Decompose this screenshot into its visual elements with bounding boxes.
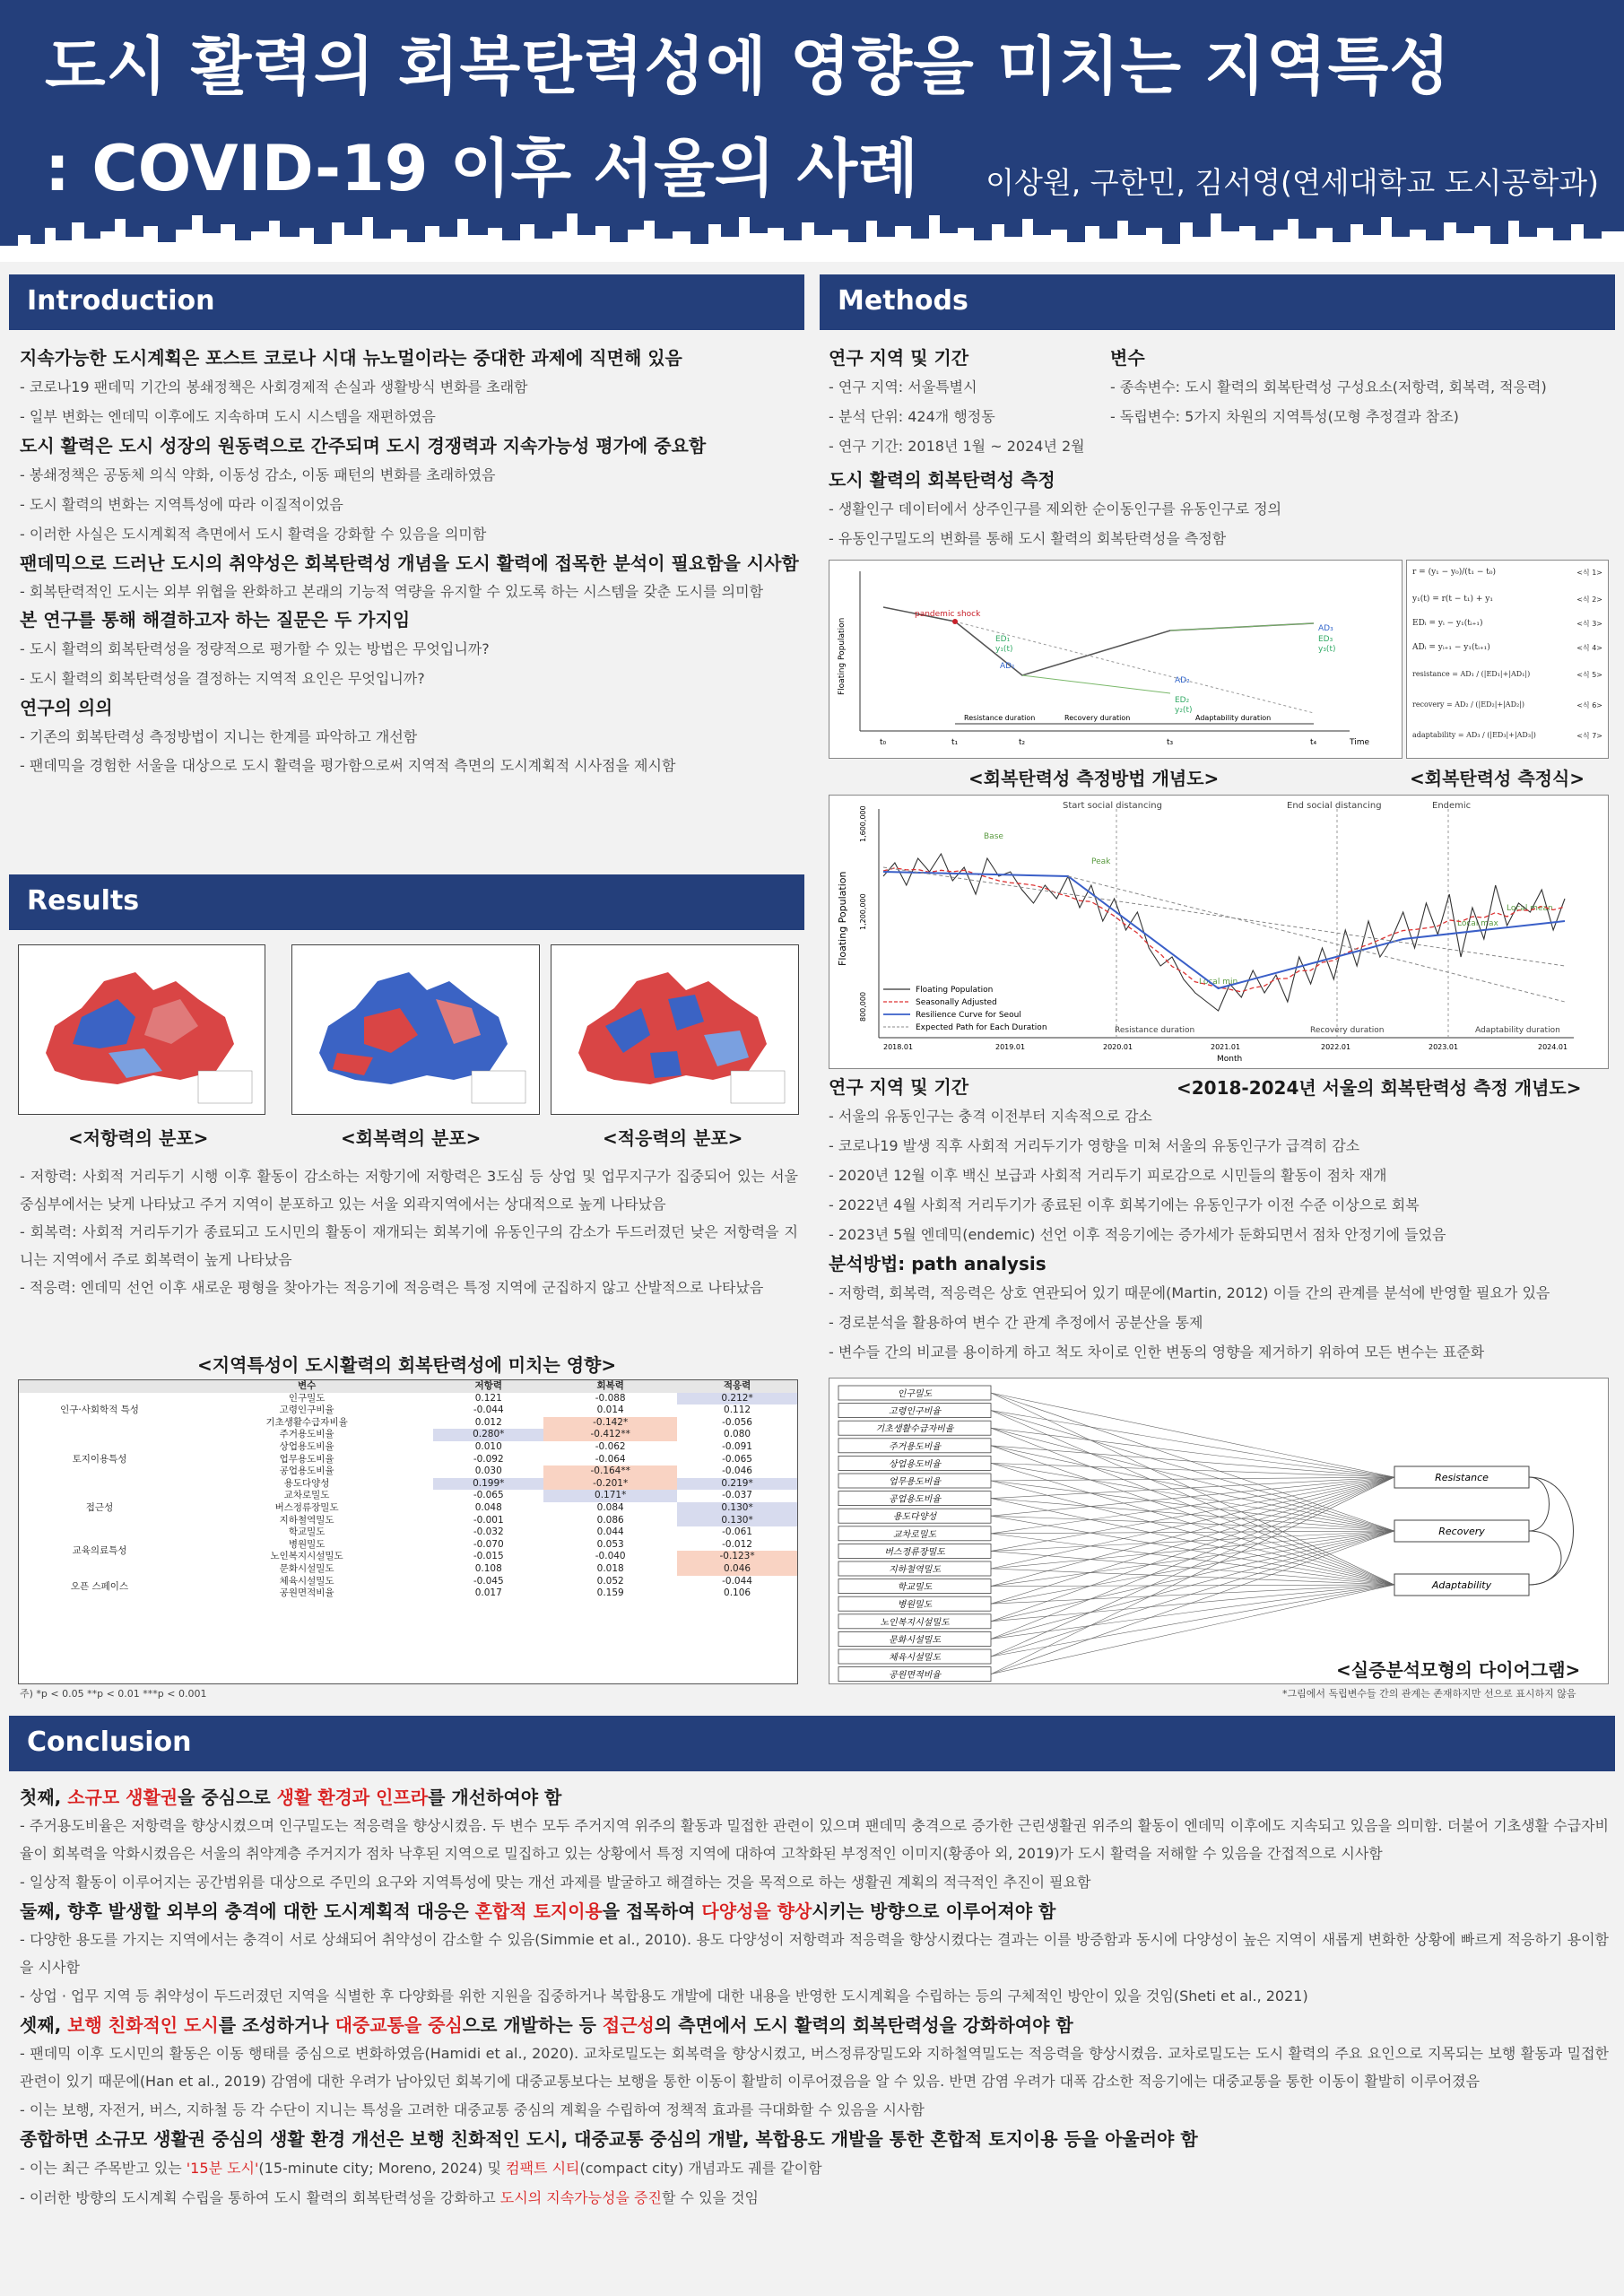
skyline-graphic [0, 204, 1624, 262]
path-arrow [991, 1477, 1394, 1569]
path-arrow [991, 1446, 1394, 1585]
map-resistance [18, 944, 265, 1115]
path-arrow [991, 1428, 1394, 1477]
map-caption-adaptability: <적응력의 분포> [603, 1127, 743, 1149]
results-bullet: - 저항력: 사회적 거리두기 시행 이후 활동이 감소하는 저항기에 저항력은 3도심 등 상업 및 업무지구가 집중되어 있는 서울 중심부에서는 낮게 나타났고 주거 지역이 분포하고 있는 서울 외곽지역에서는 상대적으로 높게 나타났음 [20, 1168, 798, 1213]
path-arrow [991, 1463, 1394, 1585]
path-covariance [1529, 1531, 1561, 1585]
concept-ylabel: Floating Population [838, 617, 847, 695]
svg-text:t₄: t₄ [1310, 738, 1317, 747]
conclusion-body: 첫째, 소규모 생활권을 중심으로 생활 환경과 인프라를 개선하여야 함 - 주거용도비율은 저항력을 향상시켰으며 인구밀도는 적응력을 향상시켰음. 두 변수 모두 주거지역 위주의 활동과 밀접한 관련이 있으며 팬데믹 충격으로 증가한 근린생활권 위주의 활동이 엔데믹 이후에도 지속되고 있음을 의미함. 더불어 기초생활 수급자비율이 회복력을 악화시켰음은 서울의 취약계층 주거지가 점차 낙후된 지역으로 밀집하고 있는 상황에서 특정 지역에 대하여 고착화된 부정적인 이미지(황종아 외, 2019)가 도시 활력을 저해할 수 있음을 간접적으로 시사함 - 일상적 활동이 이루어지는 공간범위를 대상으로 주민의 요구와 지역특성에 맞는 개선 과제를 발굴하고 해결하는 것을 목적으로 하는 생활권 계획의 적극적인 추진이 필요함 둘째, 향후 발생할 외부의 충격에 대한 도시계획적 대응은 혼합적 토지이용을 접목하여 다양성을 향상시키는 방향으로 이루어져야 함 - 다양한 용도를 가지는 지역에서는 충격이 서로 상쇄되어 취약성이 감소할 수 있음(Simmie et al., 2010). 용도 다양성이 저항력과 적응력을 향상시켰다는 결과는 이를 방증함과 동시에 다양성이 높은 지역이 새롭게 변화한 상황에 빠르게 적응하기 용이함을 시사함 - 상업 · 업무 지역 등 취약성이 두드러졌던 지역을 식별한 후 다양화를 위한 지원을 집중하거나 복합용도 개발에 대한 내용을 반영한 도시계획을 수립하는 등의 구체적인 방안이 있을 것임(Sheti et al., 2021) 셋째, 보행 친화적인 도시를 조성하거나 대중교통을 중심으로 개발하는 등 접근성의 측면에서 도시 활력의 회복탄력성을 강화하여야 함 - 팬데믹 이후 도시민의 활동은 이동 행태를 중심으로 변화하였음(Hamidi et al., 2020). 교차로밀도는 회복력을 향상시켰고, 버스정류장밀도와 지하철역밀도는 적응력을 향상시켰음. 교차로밀도는 도시 활력의 주요 요인으로 지목되는 보행 활동과 밀접한 관련이 있기 때문에(Han et al., 2019) 감염에 대한 우려가 남아있던 회복기에 대중교통보다는 보행을 통한 이동이 활발히 이루어졌음을 알 수 있음. 반면 감염 우려가 대폭 감소한 적응기에는 대중교통을 통한 이동이 활발히 이루어졌음 - 이는 보행, 자전거, 버스, 지하철 등 각 수단이 지니는 특성을 고려한 대중교통 중심의 계획을 수립하여 정책적 효과를 극대화할 수 있음을 시사함 종합하면 소규모 생활권 중심의 생활 환경 개선은 보행 친화적인 도시, 대중교통 중심의 개발, 복합용도 개발을 통한 혼합적 토지이용 등을 아울러야 함 - 이는 최근 주목받고 있는 '15분 도시'(15-minute city; Moreno, 2024) 및 컴팩트 시티(compact city) 개념과도 궤를 같이함 - 이러한 방향의 도시계획 수립을 통하여 도시 활력의 회복탄력성을 강화하고 도시의 지속가능성을 증진할 수 있을 것임 [20, 1783, 1609, 2213]
path-arrow [991, 1585, 1394, 1622]
methods-area-heading: 연구 지역 및 기간 [829, 347, 969, 369]
svg-text:y₃(t): y₃(t) [1318, 645, 1336, 654]
table-row: 기초생활수급자비율 0.012 -0.142* -0.056 [265, 1416, 752, 1428]
seasonally-adjusted-line [883, 868, 1565, 992]
path-var-label: 지하철역밀도 [889, 1565, 941, 1575]
map-recovery [291, 944, 540, 1115]
poster-header [0, 0, 1624, 262]
regression-table [18, 1379, 798, 1684]
path-arrow [991, 1585, 1394, 1604]
path-var-label: 기초생활수급자비율 [875, 1424, 954, 1435]
chart-annotation: Local min [1199, 978, 1238, 987]
path-outcome-label: Resistance [1435, 1472, 1489, 1483]
path-arrow [991, 1531, 1394, 1674]
chart-annotation: Endemic [1432, 801, 1472, 811]
results-header: Results [9, 874, 804, 930]
table-head: 변수 [297, 1380, 317, 1391]
intro-heading-4: 본 연구를 통해 해결하고자 하는 질문은 두 가지임 [20, 609, 411, 631]
svg-text:Floating Population: Floating Population [916, 986, 994, 995]
table-row: 공업용도비율 0.030 -0.164** -0.046 [279, 1465, 752, 1477]
chart-duration: Adaptability duration [1475, 1026, 1560, 1035]
svg-text:t₀: t₀ [880, 738, 887, 747]
table-caption: <지역특성이 도시활력의 회복탄력성에 미치는 영향> [197, 1354, 617, 1376]
methods-seoul-list: - 서울의 유동인구는 충격 이전부터 지속적으로 감소 - 코로나19 발생 직후 사회적 거리두기가 영향을 미쳐 서울의 유동인구가 급격히 감소 - 2020년 12월 이후 백신 보급과 사회적 거리두기 피로감으로 시민들의 활동이 점차 재개 - 2022년 4월 사회적 거리두기가 종료된 이후 회복기에는 유동인구가 이전 수준 이상으로 회복 - 2023년 5월 엔데믹(endemic) 선언 이후 적응기에는 증가세가 둔화되면서 점차 안정기에 들었음 분석방법: path analysis - 저항력, 회복력, 적응력은 상호 연관되어 있기 때문에(Martin, 2012) 이들 간의 관계를 분석에 반영할 필요가 있음 - 경로분석을 활용하여 변수 간 관계 추정에서 공분산을 통제 - 변수들 간의 비교를 용이하게 하고 척도 차이로 인한 변동의 영향을 제거하기 위하여 모든 변수는 표준화 [829, 1101, 1609, 1367]
path-arrow [991, 1499, 1394, 1585]
conclusion-header: Conclusion [9, 1716, 1615, 1771]
path-arrow [991, 1463, 1394, 1531]
methods-header: Methods [820, 274, 1615, 330]
svg-text:y₁(t): y₁(t) [995, 645, 1013, 654]
formula-row: recovery = AD₂ / (|ED₂|+|AD₂|) [1412, 700, 1525, 709]
svg-text:ED₂: ED₂ [1175, 696, 1190, 705]
table-row: 교육의료특성 학교밀도 -0.032 0.044 -0.061 [72, 1526, 752, 1556]
svg-text:AD₁: AD₁ [1000, 662, 1015, 671]
results-body [20, 1162, 798, 1301]
table-head: 적응력 [723, 1380, 751, 1391]
svg-text:ED₃: ED₃ [1318, 635, 1333, 644]
intro-bullet: - 도시 활력의 회복탄력성을 결정하는 지역적 요인은 무엇입니까? [20, 670, 425, 687]
table-row: 버스정류장밀도 0.048 0.084 0.130* [19, 1502, 797, 1515]
path-arrow [991, 1477, 1394, 1639]
table-head: 회복력 [596, 1380, 624, 1391]
path-arrow [991, 1428, 1394, 1585]
table-row: 공원면적비율 0.017 0.159 0.106 [279, 1587, 751, 1599]
svg-text:AD₂: AD₂ [1175, 676, 1190, 685]
conclusion-heading-2: 둘째, 향후 발생할 외부의 충격에 대한 도시계획적 대응은 혼합적 토지이용을 접목하여 다양성을 향상시키는 방향으로 이루어져야 함 [20, 1900, 1056, 1922]
methods-measure: 도시 활력의 회복탄력성 측정 - 생활인구 데이터에서 상주인구를 제외한 순이동인구를 유동인구로 정의 - 유동인구밀도의 변화를 통해 도시 활력의 회복탄력성을 측정함 [829, 465, 1609, 553]
path-arrow [991, 1411, 1394, 1477]
path-arrow [991, 1531, 1394, 1534]
resilience-curve-line [883, 872, 1565, 988]
path-var-label: 주거용도비율 [889, 1441, 941, 1452]
chart-annotation: Local max [1457, 919, 1498, 928]
svg-text:Resistance duration: Resistance duration [964, 714, 1036, 722]
path-arrow [991, 1531, 1394, 1622]
authors: 이상원, 구한민, 김서영(연세대학교 도시공학과) [986, 165, 1599, 200]
table-row: 병원밀도 -0.070 0.053 -0.012 [288, 1538, 752, 1550]
chart-xtick: 2021.01 [1211, 1043, 1241, 1051]
table-row: 상업용도비율 0.010 -0.062 -0.091 [279, 1440, 752, 1452]
path-covariance [1529, 1477, 1550, 1531]
chart-annotation: Peak [1091, 857, 1111, 866]
path-arrow [991, 1477, 1394, 1674]
path-arrow [991, 1393, 1394, 1477]
methods-measure-heading: 도시 활력의 회복탄력성 측정 [829, 469, 1055, 491]
path-arrow [991, 1585, 1394, 1657]
svg-text:ED₁: ED₁ [995, 635, 1011, 644]
intro-bullet: - 일부 변화는 엔데믹 이후에도 지속하며 도시 시스템을 재편하였음 [20, 408, 436, 425]
intro-bullet: - 봉쇄정책은 공동체 의식 약화, 이동성 감소, 이동 패턴의 변화를 초래하였음 [20, 466, 496, 483]
introduction-header: Introduction [9, 274, 804, 330]
formula-row: r = (y₁ − y₀)/(t₁ − t₀) [1412, 568, 1497, 577]
conclusion-heading-3: 셋째, 보행 친화적인 도시를 조성하거나 대중교통을 중심으로 개발하는 등 접근성의 측면에서 도시 활력의 회복탄력성을 강화하여야 함 [20, 2014, 1073, 2036]
path-var-label: 상업용도비율 [889, 1459, 941, 1470]
chart-duration: Resistance duration [1115, 1026, 1195, 1035]
intro-bullet: - 기존의 회복탄력성 측정방법이 지니는 한계를 파악하고 개선함 [20, 728, 418, 745]
chart-annotation: Base [984, 832, 1003, 841]
path-arrow [991, 1411, 1394, 1531]
table-row: 토지이용특성 주거용도비율 0.280* -0.412** 0.080 [72, 1429, 751, 1465]
table-row: 인구·사회학적 특성 인구밀도 0.121 -0.088 0.212* [19, 1393, 797, 1405]
methods-area: 연구 지역 및 기간 - 연구 지역: 서울특별시 - 분석 단위: 424개 행정동 - 연구 기간: 2018년 1월 ~ 2024년 2월 [829, 344, 1098, 461]
map-caption-resistance: <저항력의 분포> [68, 1127, 209, 1149]
introduction-body [20, 344, 798, 779]
svg-text:t₂: t₂ [1019, 738, 1026, 747]
chart-xtick: 2023.01 [1429, 1043, 1459, 1051]
conclusion-heading-4: 종합하면 소규모 생활권 중심의 생활 환경 개선은 보행 친화적인 도시, 대중교통 중심의 개발, 복합용도 개발을 통한 혼합적 토지이용 등을 아울러야 함 [20, 2128, 1198, 2150]
path-note: *그림에서 독립변수들 간의 관계는 존재하지만 선으로 표시하지 않음 [1282, 1688, 1576, 1700]
chart-legend [883, 986, 1047, 1032]
path-arrow [991, 1477, 1394, 1534]
intro-bullet: - 도시 활력의 회복탄력성을 정량적으로 평가할 수 있는 방법은 무엇입니까? [20, 640, 490, 657]
path-var-label: 인구밀도 [897, 1389, 933, 1399]
svg-text:Seasonally Adjusted: Seasonally Adjusted [916, 998, 997, 1007]
path-diagram [829, 1378, 1609, 1684]
formula-row: adaptability = AD₃ / (|ED₃|+|AD₃|) [1412, 731, 1536, 739]
concept-shock-label: pandemic shock [915, 610, 981, 619]
path-arrow [991, 1446, 1394, 1477]
chart-annotation: Local mean [1507, 904, 1553, 913]
intro-heading-1: 지속가능한 도시계획은 포스트 코로나 시대 뉴노멀이라는 중대한 과제에 직면해 있음 [20, 347, 682, 369]
path-arrow [991, 1569, 1394, 1585]
path-var-label: 체육시설밀도 [889, 1653, 941, 1663]
path-var-label: 문화시설밀도 [889, 1635, 941, 1646]
path-outcome-label: Recovery [1438, 1526, 1485, 1537]
chart-xtick: 2020.01 [1103, 1043, 1133, 1051]
path-arrow [991, 1428, 1394, 1531]
chart-xtick: 2019.01 [995, 1043, 1026, 1051]
methods-path-heading: 분석방법: path analysis [829, 1253, 1046, 1274]
title-line-1: 도시 활력의 회복탄력성에 영향을 미치는 지역특성 [45, 30, 1451, 103]
chart-ylabel: Floating Population [837, 871, 848, 966]
chart-ytick: 1,200,000 [859, 893, 867, 930]
formula-box: r = (y₁ − y₀)/(t₁ − t₀) <식 1> y₁(t) = r(t − t₁) + y₁ <식 2> EDᵢ = yᵢ − y₁(tᵢ₊₁) <식 3> ADᵢ = yᵢ₊₁ − y₁(tᵢ₊₁) <식 4> resistance = AD₁ / (|ED₁|+|AD₁|) <식 5> recovery = AD₂ / (|ED₂|+|AD₂|) <식 6> adaptability = AD₃ / (|ED₃|+|AD₃|) <식 7> [1406, 560, 1609, 759]
table-row: 업무용도비율 -0.092 -0.064 -0.065 [279, 1453, 752, 1465]
svg-text:Time: Time [1350, 738, 1370, 747]
path-var-label: 학교밀도 [897, 1582, 933, 1593]
svg-text:t₁: t₁ [951, 738, 959, 747]
chart-xtick: 2018.01 [883, 1043, 914, 1051]
table-row: 용도다양성 0.199* -0.201* 0.219* [19, 1478, 797, 1491]
map-adaptability [551, 944, 799, 1115]
intro-bullet: - 이러한 사실은 도시계획적 측면에서 도시 활력을 강화할 수 있음을 의미함 [20, 526, 487, 543]
table-row: 고령인구비율 -0.044 0.014 0.112 [279, 1405, 751, 1416]
concept-diagram [829, 560, 1403, 759]
table-row: 오픈 스페이스 체육시설밀도 -0.045 0.052 -0.044 [70, 1575, 752, 1593]
chart-ytick: 1,600,000 [859, 805, 867, 842]
expected-path-line [883, 867, 1565, 966]
methods-variables: 변수 - 종속변수: 도시 활력의 회복탄력성 구성요소(저항력, 회복력, 적응력) - 독립변수: 5가지 차원의 지역특성(모형 추정결과 참조) [1110, 344, 1612, 431]
svg-text:AD₃: AD₃ [1318, 624, 1333, 633]
seoul-chart-caption: <2018-2024년 서울의 회복탄력성 측정 개념도> [1177, 1077, 1582, 1099]
svg-text:Adaptability duration: Adaptability duration [1195, 714, 1272, 722]
table-row: 접근성 교차로밀도 -0.065 0.171* -0.037 [85, 1490, 752, 1513]
table-row: 지하철역밀도 -0.001 0.086 0.130* [19, 1515, 797, 1527]
chart-xlabel: Month [1217, 1055, 1243, 1064]
table-note: 주) *p < 0.05 **p < 0.01 ***p < 0.001 [20, 1688, 207, 1700]
formula-row: resistance = AD₁ / (|ED₁|+|AD₁|) [1412, 670, 1531, 678]
path-var-label: 고령인구비율 [889, 1406, 941, 1417]
svg-text:Resilience Curve for Seoul: Resilience Curve for Seoul [916, 1011, 1021, 1020]
title-line-2: : COVID-19 이후 서울의 사례 [45, 132, 918, 205]
intro-heading-5: 연구의 의의 [20, 697, 113, 718]
formula-row: EDᵢ = yᵢ − y₁(tᵢ₊₁) [1412, 619, 1483, 628]
map-caption-recovery: <회복력의 분포> [341, 1127, 482, 1149]
path-arrow [991, 1477, 1394, 1587]
path-var-label: 버스정류장밀도 [884, 1547, 945, 1558]
seoul-chart [829, 795, 1609, 1069]
intro-bullet: - 회복탄력적인 도시는 외부 위협을 완화하고 본래의 기능적 역량을 유지할 수 있도록 하는 시스템을 갖춘 도시를 의미함 [20, 583, 764, 600]
methods-area2-heading: 연구 지역 및 기간 [829, 1076, 969, 1098]
intro-bullet: - 코로나19 팬데믹 기간의 봉쇄정책은 사회경제적 손실과 생활방식 변화를 초래함 [20, 378, 528, 396]
results-bullet: - 적응력: 엔데믹 선언 이후 새로운 평형을 찾아가는 적응기에 적응력은 특정 지역에 군집하지 않고 산발적으로 나타났음 [20, 1279, 764, 1296]
intro-heading-2: 도시 활력은 도시 성장의 원동력으로 간주되며 도시 경쟁력과 지속가능성 평가에 중요함 [20, 435, 707, 457]
intro-bullet: - 도시 활력의 변화는 지역특성에 따라 이질적이었음 [20, 496, 343, 513]
table-row: 문화시설밀도 0.108 0.018 0.046 [19, 1563, 797, 1576]
path-var-label: 업무용도비율 [889, 1477, 941, 1487]
path-var-label: 용도다양성 [892, 1512, 937, 1523]
intro-heading-3: 팬데믹으로 드러난 도시의 취약성은 회복탄력성 개념을 도시 활력에 접목한 분석이 필요함을 시사함 [20, 552, 799, 574]
svg-text:Recovery duration: Recovery duration [1064, 714, 1131, 722]
chart-xtick: 2024.01 [1538, 1043, 1568, 1051]
path-var-label: 공원면적비율 [889, 1670, 941, 1681]
expected-path-line [1068, 876, 1565, 1002]
path-outcome-label: Adaptability [1431, 1579, 1492, 1591]
path-var-label: 공업용도비율 [889, 1494, 941, 1505]
chart-annotation: End social distancing [1287, 801, 1382, 811]
methods-var-heading: 변수 [1110, 347, 1145, 369]
table-row: 노인복지시설밀도 -0.015 -0.040 -0.123* [19, 1551, 797, 1563]
path-var-label: 노인복지시설밀도 [880, 1617, 950, 1628]
path-arrow [991, 1463, 1394, 1477]
formula-row: y₁(t) = r(t − t₁) + y₁ [1412, 595, 1493, 604]
chart-annotation: Start social distancing [1063, 801, 1162, 811]
chart-ytick: 800,000 [859, 991, 867, 1022]
results-bullet: - 회복력: 사회적 거리두기가 종료되고 도시민의 활동이 재개되는 회복기에 유동인구의 감소가 두드러졌던 낮은 저항력을 지니는 지역에서 주로 회복력이 높게 나타났음 [20, 1223, 798, 1268]
svg-text:t₃: t₃ [1167, 738, 1174, 747]
intro-bullet: - 팬데믹을 경험한 서울을 대상으로 도시 활력을 평가함으로써 지역적 측면의 도시계획적 시사점을 제시함 [20, 757, 676, 774]
table-head: 저항력 [474, 1380, 502, 1391]
formula-caption: <회복탄력성 측정식> [1410, 768, 1585, 789]
conclusion-heading-1: 첫째, 소규모 생활권을 중심으로 생활 환경과 인프라를 개선하여야 함 [20, 1787, 562, 1808]
chart-xtick: 2022.01 [1321, 1043, 1351, 1051]
formula-row: ADᵢ = yᵢ₊₁ − y₁(tᵢ₊₁) [1412, 643, 1490, 652]
path-arrow [991, 1477, 1394, 1622]
concept-caption: <회복탄력성 측정방법 개념도> [968, 768, 1220, 789]
path-caption: <실증분석모형의 다이어그램> [1336, 1656, 1580, 1682]
chart-duration: Recovery duration [1310, 1026, 1385, 1035]
path-var-label: 병원밀도 [897, 1600, 933, 1611]
svg-text:y₂(t): y₂(t) [1175, 706, 1193, 715]
path-var-label: 교차로밀도 [892, 1529, 937, 1540]
svg-text:Expected Path for Each Duratio: Expected Path for Each Duration [916, 1023, 1047, 1032]
